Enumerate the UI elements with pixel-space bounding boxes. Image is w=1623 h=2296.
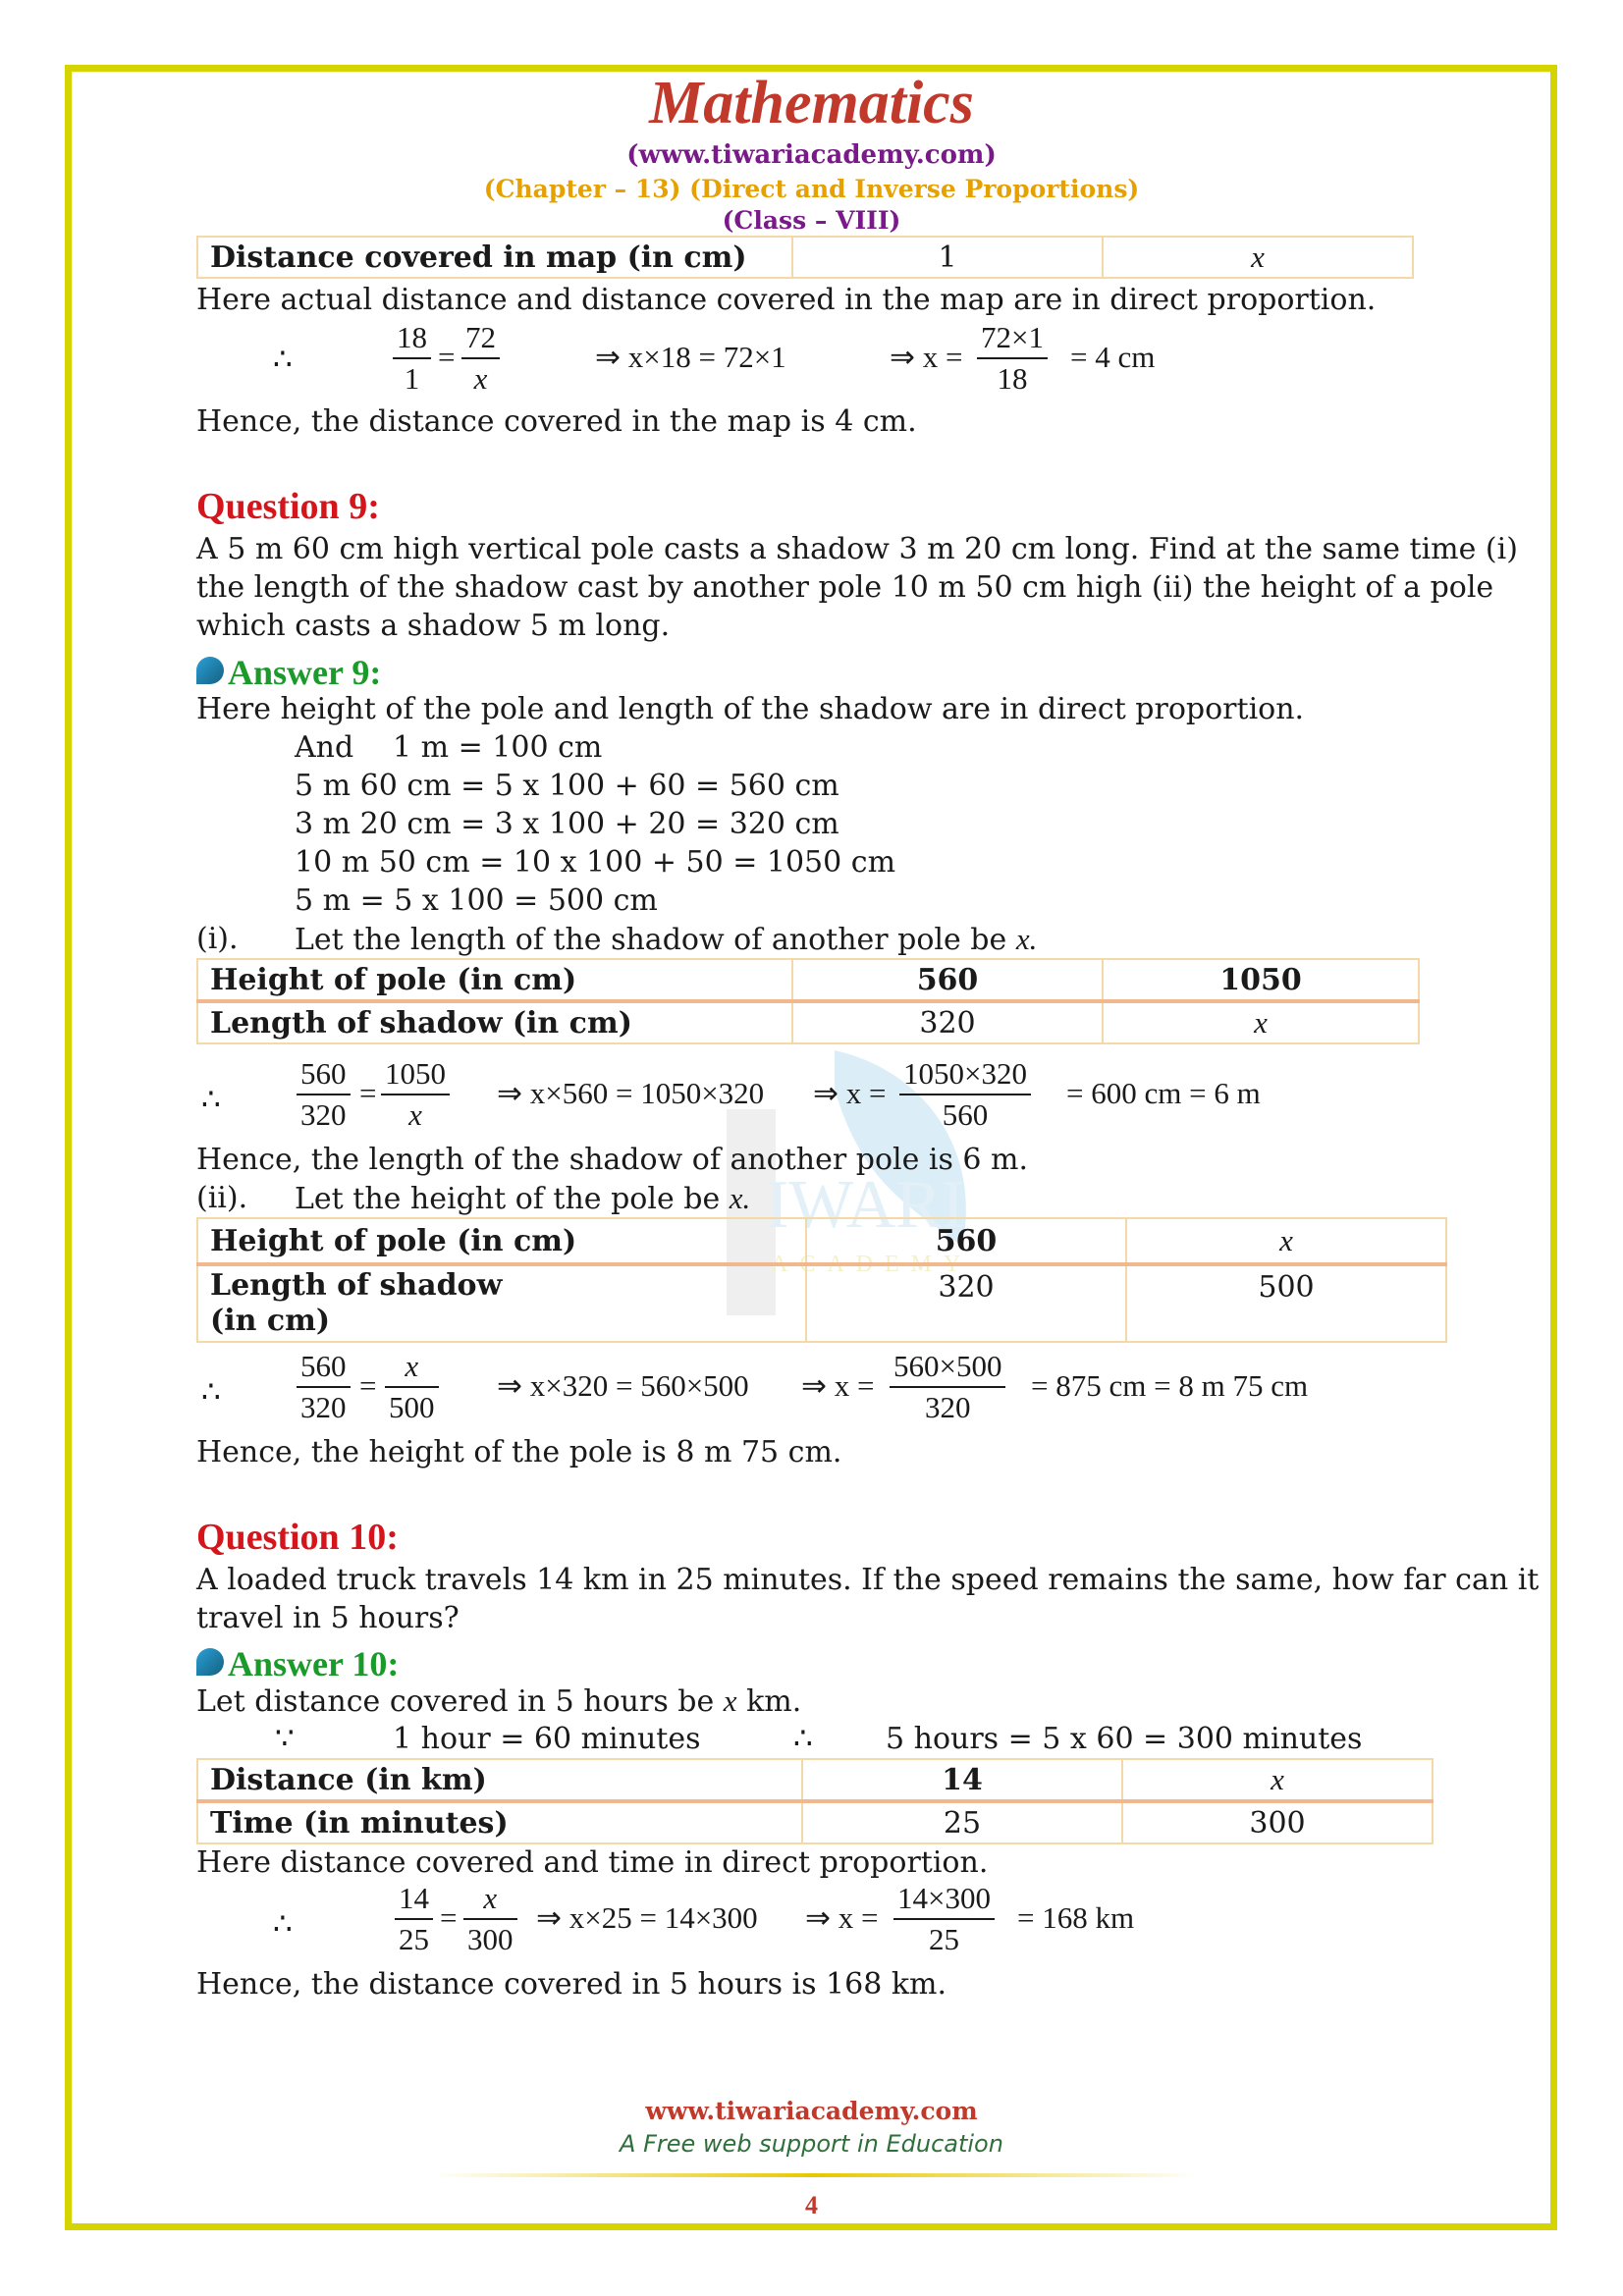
because-symbol: ∵ xyxy=(275,1721,295,1755)
q8-line: Here actual distance and distance covered in the map are in direct proportion. xyxy=(196,283,1377,317)
equation-step: ⇒ x = xyxy=(890,340,963,374)
result: = 168 km xyxy=(1017,1900,1135,1935)
q9-conclusion: Hence, the height of the pole is 8 m 75 cm. xyxy=(196,1435,842,1469)
equation-step: ⇒ x×320 = 560×500 xyxy=(497,1368,749,1403)
q8-conclusion: Hence, the distance covered in the map is 4 cm. xyxy=(196,404,917,439)
q10-text: A loaded truck travels 14 km in 25 minutes. If the speed remains the same, how far can it xyxy=(196,1563,1540,1597)
footer-link[interactable]: www.tiwariacademy.com xyxy=(645,2097,978,2125)
watermark-subtext: ACADEMY xyxy=(771,1252,973,1277)
equation-step: ⇒ x×18 = 72×1 xyxy=(595,340,786,374)
q10-table xyxy=(196,1758,1434,1844)
a9-conv: 5 m = 5 x 100 = 500 cm xyxy=(295,883,658,918)
q9-text: A 5 m 60 cm high vertical pole casts a shadow 3 m 20 cm long. Find at the same time (i) xyxy=(196,532,1518,566)
therefore-symbol: ∴ xyxy=(201,1082,221,1116)
fraction: $\frac{18}{1}$ xyxy=(393,318,431,399)
equation-step: ⇒ x = xyxy=(801,1368,875,1403)
q10-text: travel in 5 hours? xyxy=(196,1601,460,1635)
therefore-symbol: ∴ xyxy=(273,342,293,376)
table-row: Height of pole (in cm) 560 1050 xyxy=(197,959,1419,1001)
page-title: Mathematics xyxy=(649,70,974,136)
question-9-heading: Question 9: xyxy=(196,486,380,527)
fraction: $\frac{x}{500}$ xyxy=(385,1347,439,1427)
answer-icon xyxy=(196,1648,224,1676)
footer-divider xyxy=(432,2173,1198,2177)
header-class: (Class – VIII) xyxy=(722,206,901,235)
q9-table-2 xyxy=(196,1217,1447,1343)
table-row: Length of shadow (in cm) 320 500 xyxy=(197,1264,1446,1342)
equals: = xyxy=(440,1900,458,1935)
fraction: $\frac{1050\times 320}{560}$ xyxy=(899,1054,1031,1135)
therefore-symbol: ∴ xyxy=(201,1374,221,1409)
watermark-text: IWARI xyxy=(766,1167,965,1243)
a10-conv: 1 hour = 60 minutes xyxy=(393,1722,701,1756)
answer-9-heading: Answer 9: xyxy=(196,652,381,693)
page-number: 4 xyxy=(805,2191,818,2219)
fraction: $\frac{14}{25}$ xyxy=(395,1879,433,1959)
equals: = xyxy=(359,1368,377,1403)
q8-table xyxy=(196,236,1414,279)
q9-conclusion: Hence, the length of the shadow of another pole is 6 m. xyxy=(196,1143,1029,1177)
fraction: $\frac{560\times 500}{320}$ xyxy=(890,1347,1005,1427)
question-10-heading: Question 10: xyxy=(196,1517,399,1558)
result: = 4 cm xyxy=(1070,340,1156,374)
fraction: $\frac{72}{x}$ xyxy=(461,318,500,399)
a10-conv: 5 hours = 5 x 60 = 300 minutes xyxy=(886,1722,1363,1756)
equals: = xyxy=(359,1076,377,1110)
a10-line: Here distance covered and time in direct proportion. xyxy=(196,1845,989,1880)
answer-icon xyxy=(196,657,224,684)
table-row: Distance covered in map (in cm) 1 x xyxy=(197,237,1413,278)
table-row: Height of pole (in cm) 560 x xyxy=(197,1218,1446,1264)
table-row: Distance (in km) 14 x xyxy=(197,1759,1433,1801)
equation-step: ⇒ x×560 = 1050×320 xyxy=(497,1076,765,1110)
a9-line: Here height of the pole and length of the shadow are in direct proportion. xyxy=(196,692,1305,726)
table-row: Length of shadow (in cm) 320 x xyxy=(197,1001,1419,1043)
therefore-symbol: ∴ xyxy=(273,1906,293,1941)
fraction: $\frac{560}{320}$ xyxy=(297,1054,351,1135)
table-row: Time (in minutes) 25 300 xyxy=(197,1801,1433,1843)
equals: = xyxy=(438,340,456,374)
q9-table-1 xyxy=(196,958,1420,1044)
equation-step: ⇒ x = xyxy=(813,1076,887,1110)
therefore-symbol: ∴ xyxy=(793,1721,813,1755)
q10-conclusion: Hence, the distance covered in 5 hours is 168 km. xyxy=(196,1967,947,2002)
a9-conv: 5 m 60 cm = 5 x 100 + 60 = 560 cm xyxy=(295,769,839,803)
fraction: $\frac{14\times 300}{25}$ xyxy=(893,1879,995,1959)
q9-text: which casts a shadow 5 m long. xyxy=(196,609,671,643)
result: = 875 cm = 8 m 75 cm xyxy=(1031,1368,1309,1403)
part-label: (i). xyxy=(196,922,239,956)
a9-and: And xyxy=(295,730,354,765)
a9-conv: 10 m 50 cm = 10 x 100 + 50 = 1050 cm xyxy=(295,845,896,880)
header-chapter: (Chapter – 13) (Direct and Inverse Proportions) xyxy=(483,175,1140,203)
footer-tagline: A Free web support in Education xyxy=(620,2130,1003,2158)
equation-step: ⇒ x×25 = 14×300 xyxy=(536,1900,758,1935)
fraction: $\frac{1050}{x}$ xyxy=(381,1054,450,1135)
part-text: Let the length of the shadow of another pole be x. xyxy=(295,922,1038,957)
a9-conv: 3 m 20 cm = 3 x 100 + 20 = 320 cm xyxy=(295,807,839,841)
a9-conv: 1 m = 100 cm xyxy=(393,730,603,765)
fraction: $\frac{72\times 1}{18}$ xyxy=(977,318,1048,399)
fraction: $\frac{560}{320}$ xyxy=(297,1347,351,1427)
fraction: $\frac{x}{300}$ xyxy=(463,1879,517,1959)
result: = 600 cm = 6 m xyxy=(1066,1076,1261,1110)
answer-10-heading: Answer 10: xyxy=(196,1643,399,1684)
header-site: (www.tiwariacademy.com) xyxy=(626,140,997,170)
equation-step: ⇒ x = xyxy=(805,1900,879,1935)
a10-line: Let distance covered in 5 hours be x km. xyxy=(196,1683,802,1719)
part-label: (ii). xyxy=(196,1181,248,1215)
part-text: Let the height of the pole be x. xyxy=(295,1181,751,1216)
q9-text: the length of the shadow cast by another pole 10 m 50 cm high (ii) the height of a pole xyxy=(196,570,1494,605)
